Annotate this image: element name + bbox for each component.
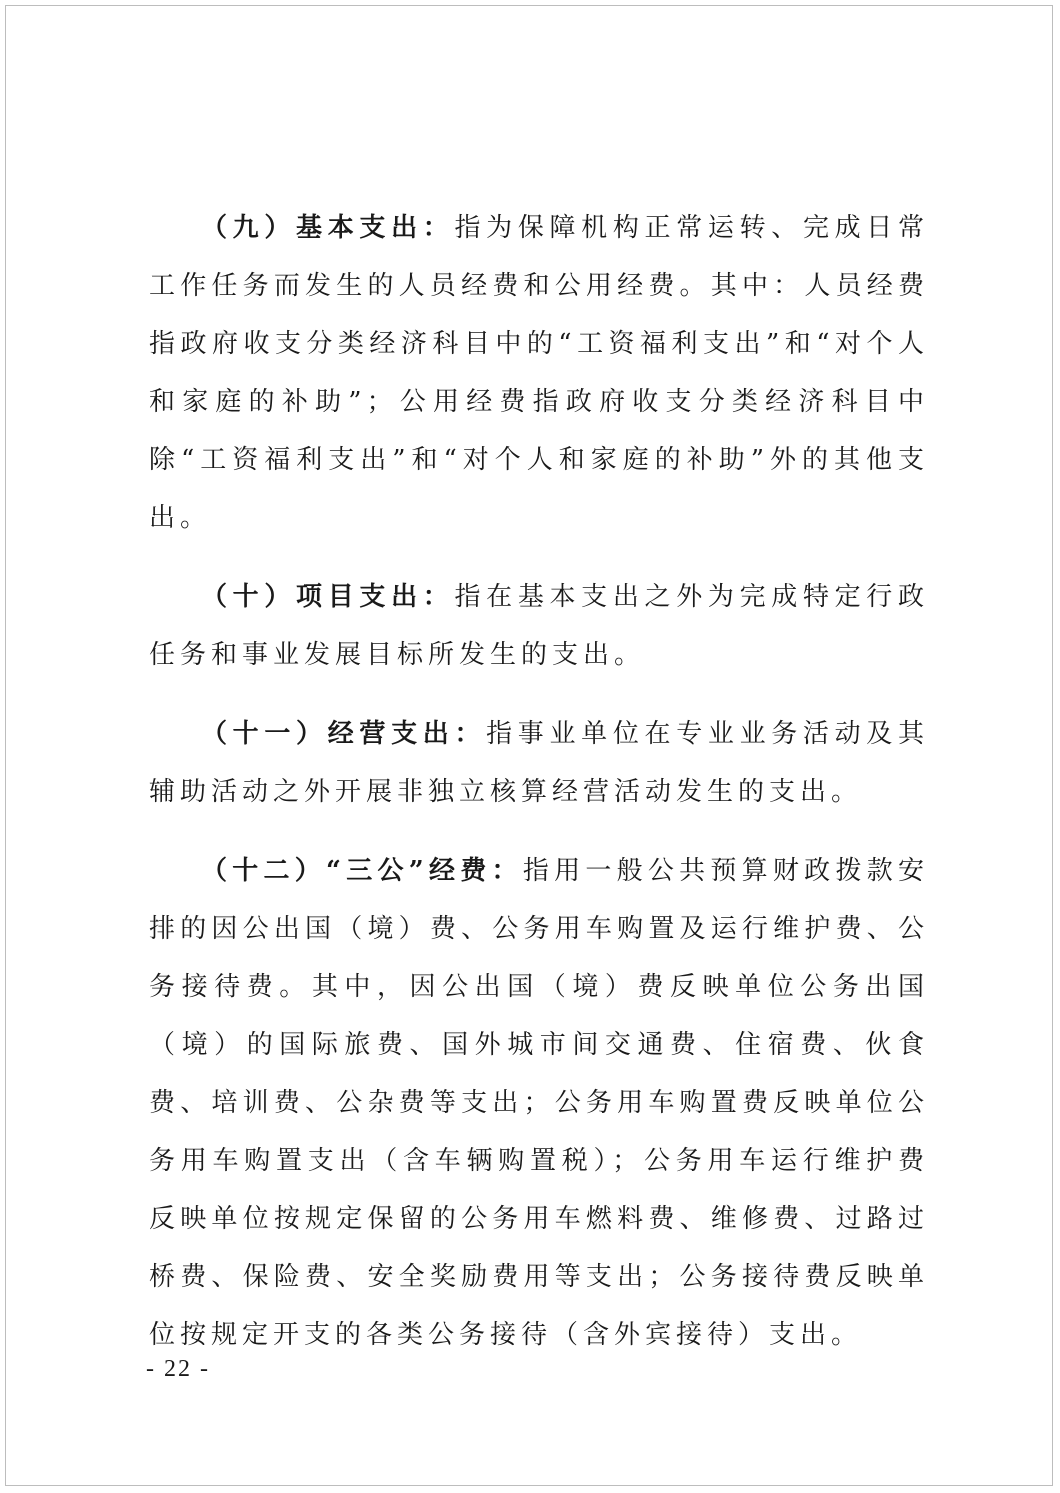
document-page (5, 5, 1053, 1486)
document-body (149, 199, 929, 1385)
term-definition: 指事业单位在专业业务活动及其辅助活动之外开展非独立核算经营活动发生的支出。 (149, 719, 929, 807)
term-label: （九）基本支出： (201, 213, 455, 243)
page-number: - 22 - (146, 1356, 210, 1382)
term-label: （十）项目支出： (201, 582, 455, 612)
term-label: （十二）“三公”经费： (201, 856, 523, 886)
term-definition: 指用一般公共预算财政拨款安排的因公出国（境）费、公务用车购置及运行维护费、公务接待费。其中，因公出国（境）费反映单位公务出国（境）的国际旅费、国外城市间交通费、住宿费、伙食费、培训费、公杂费等支出；公务用车购置费反映单位公务用车购置支出（含车辆购置税）；公务用车运行维护费反映单位按规定保留的公务用车燃料费、维修费、过路过桥费、保险费、安全奖励费用等支出；公务接待费反映单位按规定开支的各类公务接待（含外宾接待）支出。 (149, 856, 929, 1350)
paragraph-basic-expenditure (149, 199, 929, 547)
paragraph-three-public-funds (149, 842, 929, 1364)
paragraph-operating-expenditure (149, 705, 929, 821)
paragraph-project-expenditure (149, 568, 929, 684)
term-definition: 指在基本支出之外为完成特定行政任务和事业发展目标所发生的支出。 (149, 582, 929, 670)
term-label: （十一）经营支出： (201, 719, 487, 749)
term-definition: 指为保障机构正常运转、完成日常工作任务而发生的人员经费和公用经费。其中：人员经费指政府收支分类经济科目中的“工资福利支出”和“对个人和家庭的补助”；公用经费指政府收支分类经济科目中除“工资福利支出”和“对个人和家庭的补助”外的其他支出。 (149, 213, 929, 533)
